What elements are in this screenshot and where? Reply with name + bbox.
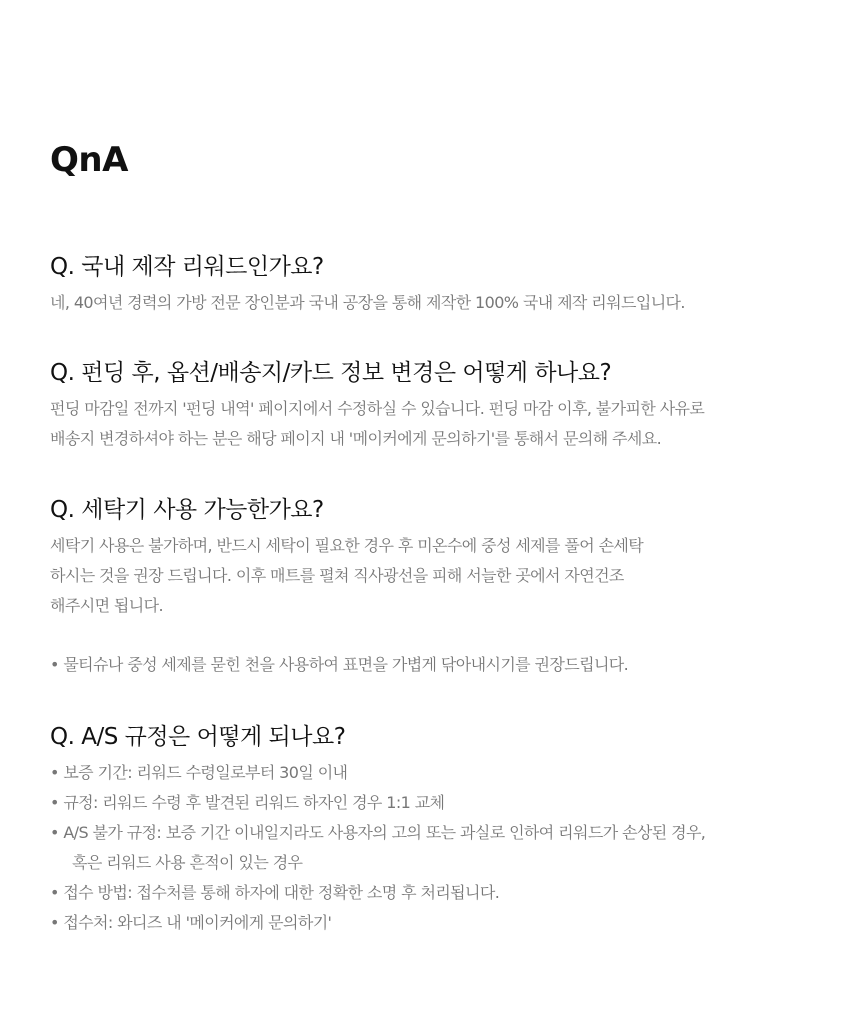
qna-item-change-info (50, 358, 840, 454)
answer-line: 네, 40여년 경력의 가방 전문 장인분과 국내 공장을 통해 제작한 100% 국내 제작 리워드입니다. (50, 293, 685, 312)
qna-item-as-policy (50, 722, 840, 938)
question: Q. 세탁기 사용 가능한가요? (50, 497, 324, 523)
answer-line: 배송지 변경하셔야 하는 분은 해당 페이지 내 '메이커에게 문의하기'를 통해서 문의해 주세요. (50, 429, 662, 448)
answer-line: • 접수 방법: 접수처를 통해 하자에 대한 정확한 소명 후 처리됩니다. (50, 883, 500, 902)
answer-line: • 규정: 리워드 수령 후 발견된 리워드 하자인 경우 1:1 교체 (50, 793, 445, 812)
qna-item-domestic (50, 252, 840, 318)
answer-line: 혹은 리워드 사용 흔적이 있는 경우 (72, 853, 303, 872)
answer-line: 세탁기 사용은 불가하며, 반드시 세탁이 필요한 경우 후 미온수에 중성 세제를 풀어 손세탁 (50, 536, 644, 555)
page-title: QnA (50, 140, 128, 180)
answer-note: • 물티슈나 중성 세제를 묻힌 천을 사용하여 표면을 가볍게 닦아내시기를 권장드립니다. (50, 655, 629, 674)
question: Q. 국내 제작 리워드인가요? (50, 254, 324, 280)
answer-line: • 접수처: 와디즈 내 '메이커에게 문의하기' (50, 913, 332, 932)
answer-line: 해주시면 됩니다. (50, 596, 163, 615)
qna-item-washing (50, 495, 840, 680)
question: Q. A/S 규정은 어떻게 되나요? (50, 724, 346, 750)
answer-line: 하시는 것을 권장 드립니다. 이후 매트를 펼쳐 직사광선을 피해 서늘한 곳에서 자연건조 (50, 566, 624, 585)
answer-line: • A/S 불가 규정: 보증 기간 이내일지라도 사용자의 고의 또는 과실로 인하여 리워드가 손상된 경우, (50, 823, 706, 842)
question: Q. 펀딩 후, 옵션/배송지/카드 정보 변경은 어떻게 하나요? (50, 360, 612, 386)
answer-line: • 보증 기간: 리워드 수령일로부터 30일 이내 (50, 763, 348, 782)
answer-line: 펀딩 마감일 전까지 '펀딩 내역' 페이지에서 수정하실 수 있습니다. 펀딩 마감 이후, 불가피한 사유로 (50, 399, 705, 418)
